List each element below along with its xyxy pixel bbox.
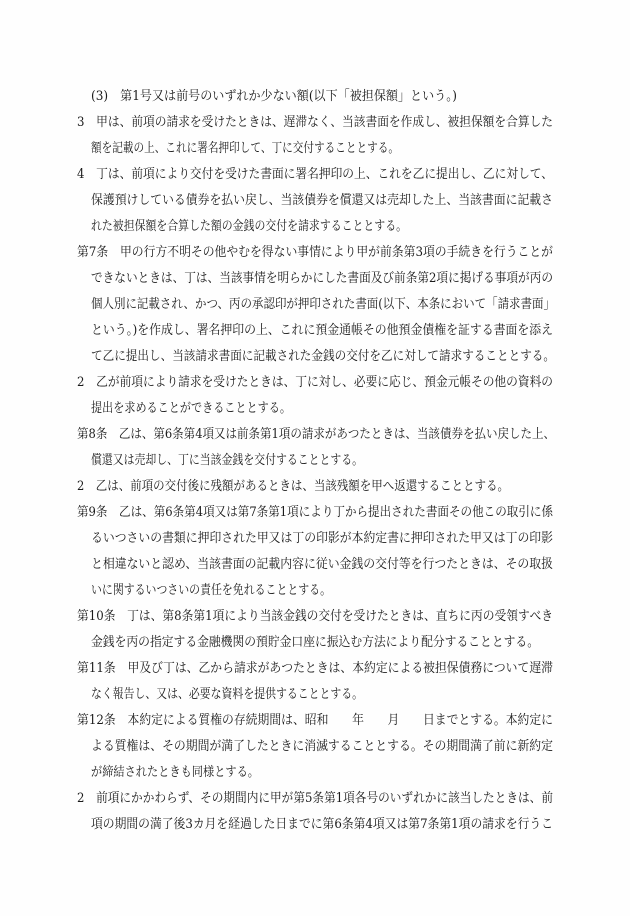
document-text-line: 項の期間の満了後3カ月を経過した日までに第6条第4項又は第7条第1項の請求を行うこ [91, 817, 553, 832]
document-text-line: (3) 第1号又は前号のいずれか少ない額(以下「被担保額」という。) [91, 89, 457, 104]
document-text-line: れた被担保額を合算した額の金銭の交付を請求することとする。 [91, 219, 407, 234]
document-text-line: 提出を求めることができることとする。 [91, 401, 291, 416]
document-text-line: 額を記載の上、これに署名押印して、丁に交付することとする。 [91, 141, 399, 156]
document-text-line: 第11条 甲及び丁は、乙から請求があつたときは、本約定による被担保債務について遅滞 [77, 661, 553, 676]
document-text-line: 2 前項にかかわらず、その期間内に甲が第5条第1項各号のいずれかに該当したときは、前 [77, 791, 553, 806]
document-text-line: 保護預けしている債券を払い戻し、当該債券を償還又は売却した上、当該書面に記載さ [91, 193, 553, 208]
document-text-line: 3 甲は、前項の請求を受けたときは、遅滞なく、当該書面を作成し、被担保額を合算した [77, 115, 553, 130]
document-text-line: 第8条 乙は、第6条第4項又は前条第1項の請求があつたときは、当該債券を払い戻した上、 [77, 427, 555, 442]
document-text-line: 償還又は売却し、丁に当該金銭を交付することとする。 [91, 453, 363, 468]
document-text-line: が締結されたときも同様とする。 [91, 765, 259, 780]
document-text-line: 第7条 甲の行方不明その他やむを得ない事情により甲が前条第3項の手続きを行うことが [77, 245, 553, 260]
document-text-line: なく報告し、又は、必要な資料を提供することとする。 [91, 687, 363, 702]
document-text-line: できないときは、丁は、当該事情を明らかにした書面及び前条第2項に掲げる事項が丙の [91, 271, 553, 286]
document-text-line: るいつさいの書類に押印された甲又は丁の印影が本約定書に押印された甲又は丁の印影 [91, 531, 553, 546]
document-text-line: 第12条 本約定による質権の存続期間は、昭和 年 月 日までとする。本約定に [77, 713, 553, 728]
document-text-line: 4 丁は、前項により交付を受けた書面に署名押印の上、これを乙に提出し、乙に対して、 [77, 167, 553, 182]
document-text-line: よる質権は、その期間が満了したときに消滅することとする。その期間満了前に新約定 [91, 739, 553, 754]
document-text-line: て乙に提出し、当該請求書面に記載された金銭の交付を乙に対して請求することとする。 [91, 349, 555, 364]
document-text-line: 第10条 丁は、第8条第1項により当該金銭の交付を受けたときは、直ちに丙の受領すべき [77, 609, 553, 624]
document-text-line: と相違ないと認め、当該書面の記載内容に従い金銭の交付等を行つたときは、その取扱 [91, 557, 553, 572]
document-text-line: という。)を作成し、署名押印の上、これに預金通帳その他預金債権を証する書面を添え [91, 323, 553, 338]
document-text-line: 金銭を丙の指定する金融機関の預貯金口座に振込む方法により配分することとする。 [91, 635, 539, 650]
document-text-line: 2 乙は、前項の交付後に残額があるときは、当該残額を甲へ返還することとする。 [77, 479, 509, 494]
document-text-line: いに関するいつさいの責任を免れることとする。 [91, 583, 331, 598]
document-text-line: 2 乙が前項により請求を受けたときは、丁に対し、必要に応じ、預金元帳その他の資料の [77, 375, 553, 390]
document-text-line: 個人別に記載され、かつ、丙の承認印が押印された書面(以下、本条において「請求書面」 [91, 297, 555, 312]
document-text-line: 第9条 乙は、第6条第4項又は第7条第1項により丁から提出された書面その他この取引に係 [77, 505, 553, 520]
